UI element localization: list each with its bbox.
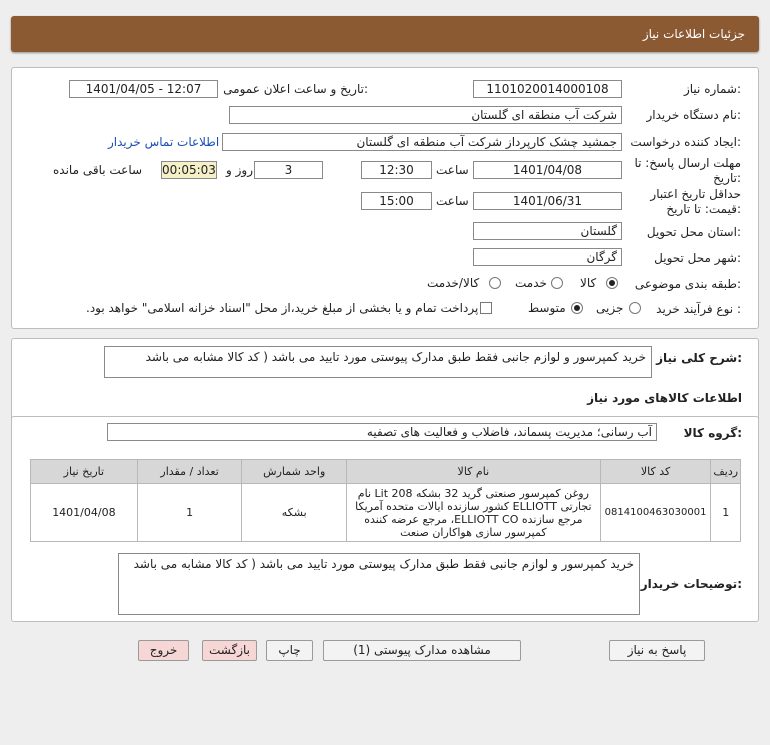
back-button[interactable]: بازگشت [202, 640, 257, 661]
validity-label: حداقل تاریخ اعتبار قیمت: تا تاریخ: [650, 187, 741, 216]
creator-label: ایجاد کننده درخواست: [630, 135, 741, 149]
category-radio-goods[interactable] [606, 277, 618, 289]
col-date: تاریخ نیاز [31, 460, 138, 484]
exit-button[interactable]: خروج [138, 640, 189, 661]
process-radio-medium[interactable] [571, 302, 583, 314]
goods-group-field: آب رسانی؛ مدیریت پسماند، فاضلاب و فعالیت های تصفیه [107, 423, 657, 441]
reply-time-field: 12:30 [361, 161, 432, 179]
buyer-notes-label: توضیحات خریدار: [640, 577, 742, 591]
validity-time-field: 15:00 [361, 192, 432, 210]
process-label: نوع فرآیند خرید : [656, 302, 741, 316]
days-field: 3 [254, 161, 323, 179]
category-radio-service[interactable] [551, 277, 563, 289]
days-label: روز و [226, 163, 253, 177]
city-field: گرگان [473, 248, 622, 266]
buyer-org-field: شرکت آب منطقه ای گلستان [229, 106, 622, 124]
announce-field: 1401/04/05 - 12:07 [69, 80, 218, 98]
col-name: نام کالا [347, 460, 601, 484]
remaining-time-field: 00:05:03 [162, 163, 216, 177]
goods-group-label: گروه کالا: [683, 426, 742, 440]
process-option-medium: متوسط [528, 301, 566, 315]
reply-deadline-label: مهلت ارسال پاسخ: تا تاریخ: [634, 156, 741, 185]
table-row [31, 484, 741, 542]
col-qty: تعداد / مقدار [137, 460, 242, 484]
cell-row: 1 [711, 484, 741, 542]
payment-note: پرداخت تمام و یا بخشی از مبلغ خرید،از محل "اسناد خزانه اسلامی" خواهد بود. [86, 301, 479, 315]
col-code: کد کالا [600, 460, 711, 484]
reply-time-label: ساعت [436, 163, 469, 177]
validity-date-field: 1401/06/31 [473, 192, 622, 210]
cell-name: روغن کمپرسور صنعتی گرید 32 بشکه 208 Lit نام تجارتی ELLIOTT کشور سازنده ایالات متحده آمریکا مرجع سازنده ELLIOTT CO، مرجع عرضه کننده کمپرسور سازی هواکاران صنعت [347, 484, 601, 542]
col-unit: واحد شمارش [242, 460, 347, 484]
announce-label: تاریخ و ساعت اعلان عمومی: [223, 82, 368, 96]
reply-date-field: 1401/04/08 [473, 161, 622, 179]
treasury-checkbox[interactable] [480, 302, 492, 314]
need-number-field: 1101020014000108 [473, 80, 622, 98]
validity-time-label: ساعت [436, 194, 469, 208]
summary-label: شرح کلی نیاز: [656, 351, 742, 365]
need-number-label: شماره نیاز: [683, 82, 741, 96]
buyer-contact-link[interactable]: اطلاعات تماس خریدار [108, 135, 220, 149]
creator-field: جمشید چشک کارپرداز شرکت آب منطقه ای گلستان [222, 133, 622, 151]
category-option-goods-service: کالا/خدمت [427, 276, 480, 290]
print-button[interactable]: چاپ [266, 640, 313, 661]
category-radio-goods-service[interactable] [489, 277, 501, 289]
page-header [11, 16, 759, 52]
cell-unit: بشکه [242, 484, 347, 542]
buyer-notes-text: خرید کمپرسور و لوازم جانبی فقط طبق مدارک پیوستی مورد تایید می باشد ( کد کالا مشابه می باشد [118, 553, 640, 615]
remaining-label: ساعت باقی مانده [53, 163, 143, 177]
category-option-goods: کالا [580, 276, 597, 290]
attachments-button[interactable]: مشاهده مدارک پیوستی (1) [323, 640, 521, 661]
cell-code: 0814100463030001 [600, 484, 711, 542]
page-title: جزئیات اطلاعات نیاز [642, 27, 745, 41]
process-option-minor: جزیی [596, 301, 624, 315]
summary-text: خرید کمپرسور و لوازم جانبی فقط طبق مدارک پیوستی مورد تایید می باشد ( کد کالا مشابه می باشد [104, 346, 652, 378]
category-label: طبقه بندی موضوعی: [634, 277, 741, 291]
buyer-org-label: نام دستگاه خریدار: [646, 108, 741, 122]
cell-qty: 1 [137, 484, 242, 542]
category-option-service: خدمت [515, 276, 547, 290]
goods-section-title: اطلاعات کالاهای مورد نیاز [587, 391, 742, 405]
goods-table [30, 459, 741, 542]
city-label: شهر محل تحویل: [654, 251, 741, 265]
process-radio-minor[interactable] [629, 302, 641, 314]
cell-date: 1401/04/08 [31, 484, 138, 542]
province-label: استان محل تحویل: [646, 225, 741, 239]
province-field: گلستان [473, 222, 622, 240]
reply-button[interactable]: پاسخ به نیاز [609, 640, 705, 661]
col-row: ردیف [711, 460, 741, 484]
